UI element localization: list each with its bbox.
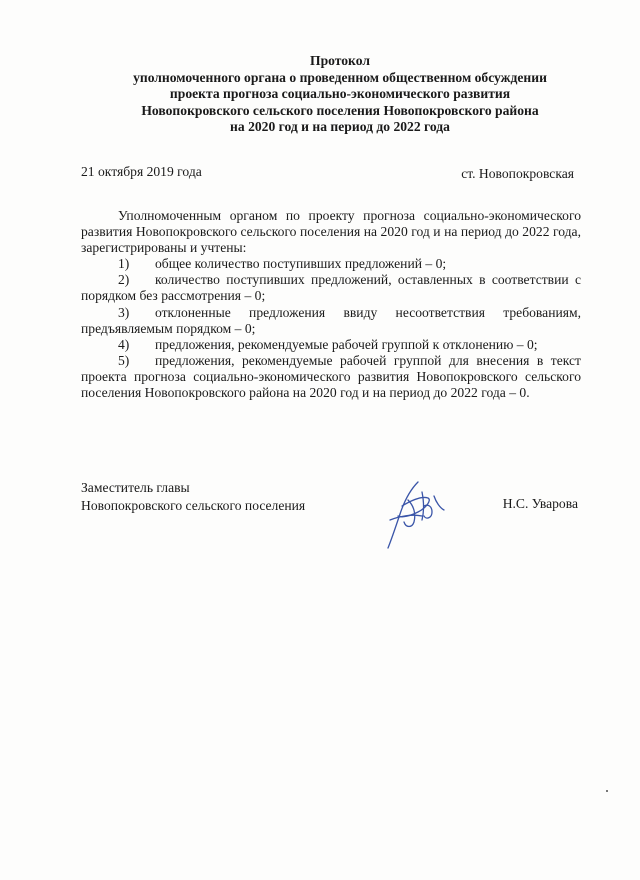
list-item (81, 353, 581, 401)
list-item (81, 337, 581, 353)
list-item-text: отклоненные предложения ввиду несоответствия требованиям, предъявляемым порядком – 0; (81, 304, 581, 336)
list-item-text: общее количество поступивших предложений – 0; (155, 256, 447, 272)
signatory-position-line-2: Новопокровского сельского поселения (81, 497, 306, 513)
list-item-number: 3) (118, 304, 130, 320)
title-line-2: уполномоченного органа о проведенном общественном обсуждении (133, 69, 547, 85)
document-body (81, 208, 581, 401)
handwritten-signature (378, 476, 448, 552)
list-item-number: 1) (118, 256, 130, 272)
title-line-5: на 2020 год и на период до 2022 года (230, 119, 450, 134)
list-item-text: предложения, рекомендуемые рабочей группой для внесения в текст проекта прогноза социально-экономического развития Новопокровского сельского поселения Новопокровского района на 2020 год и на период до 2022 года – 0. (81, 352, 581, 401)
title-line-4: Новопокровского сельского поселения Новопокровского района (141, 102, 539, 118)
document-title (80, 53, 600, 136)
list-item-text: предложения, рекомендуемые рабочей группой к отклонению – 0; (155, 336, 538, 352)
list-item-text: количество поступивших предложений, оставленных в соответствии с порядком без рассмотрения – 0; (81, 272, 581, 304)
title-line-3: проекта прогноза социально-экономического развития (169, 86, 511, 101)
list-item (81, 256, 581, 272)
title-line-1: Протокол (310, 53, 370, 68)
list-item-number: 4) (118, 336, 130, 352)
list-item-number: 5) (118, 352, 130, 368)
scan-speck (606, 790, 608, 792)
list-item-number: 2) (118, 272, 130, 288)
signatory-name: Н.С. Уварова (502, 496, 578, 511)
signatory-position-line-1: Заместитель главы (81, 480, 190, 495)
intro-paragraph: Уполномоченным органом по проекту прогноза социально-экономического развития Новопокровского сельского поселения на 2020 год и на период до 2022 года, зарегистрированы и учтены: (81, 208, 581, 256)
document-date: 21 октября 2019 года (81, 164, 202, 179)
list-item (81, 305, 581, 337)
document-place: ст. Новопокровская (461, 166, 574, 181)
signatory-position (81, 479, 305, 514)
list-item (81, 272, 581, 304)
